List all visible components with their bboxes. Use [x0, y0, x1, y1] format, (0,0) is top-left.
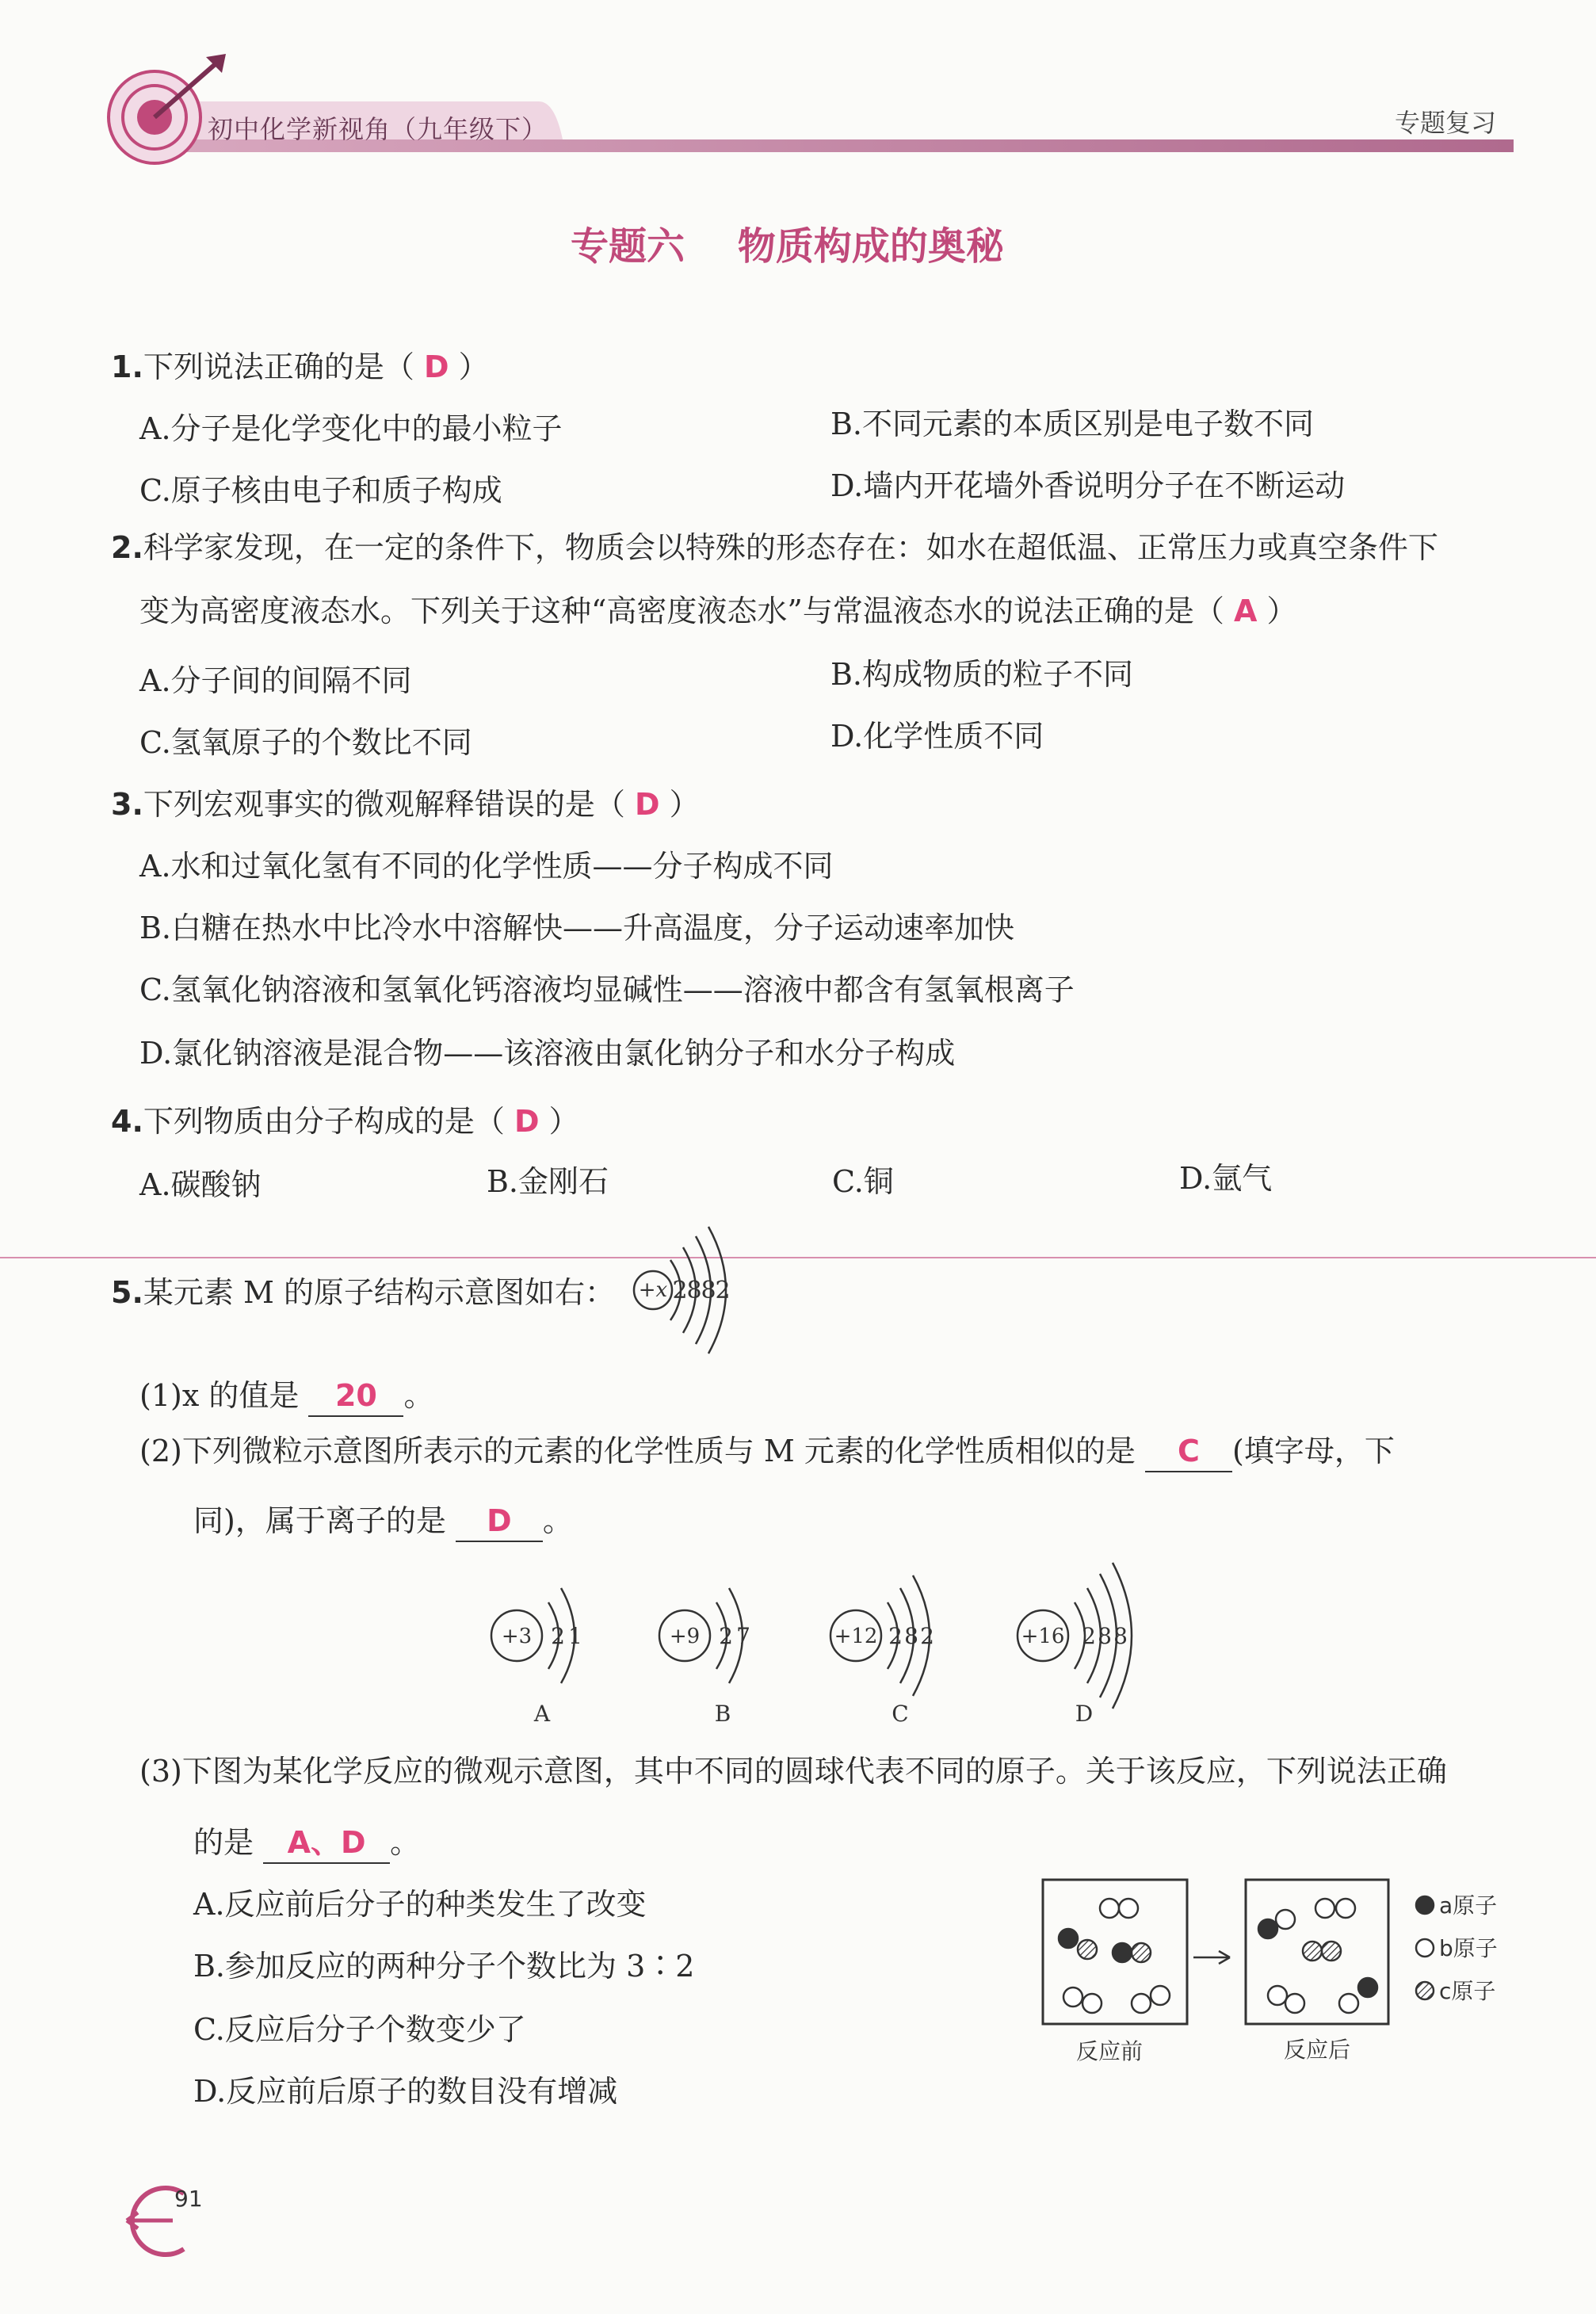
before-label: 反应前	[1075, 2038, 1144, 2064]
q3-answer: D	[635, 787, 660, 822]
atom-a-label: A	[533, 1701, 551, 1724]
q1-option-b: B.不同元素的本质区别是电子数不同	[830, 407, 1315, 441]
page-title: 专题六 物质构成的奥秘	[571, 224, 1004, 269]
q2-line1-text: 科学家发现，在一定的条件下，物质会以特殊的形态存在：如水在超低温、正常压力或真空条件下	[143, 530, 1438, 565]
m-shell-1: 2	[672, 1277, 688, 1304]
q1-close: ）	[458, 349, 489, 384]
section-divider	[0, 1257, 1596, 1258]
q4-stem-text: 下列物质由分子构成的是（	[143, 1104, 505, 1139]
legend-c: c原子	[1439, 1978, 1496, 2004]
section-label: 专题复习	[1395, 108, 1497, 138]
page-number: 91	[174, 2186, 203, 2212]
q5-part3-option-b: B.参加反应的两种分子个数比为 3∶2	[193, 1949, 695, 1984]
m-shell-2: 8	[686, 1277, 702, 1304]
q3-close: ）	[669, 787, 700, 822]
atom-c-shell-3: 2	[920, 1623, 934, 1649]
q2-line2-text: 变为高密度液态水。下列关于这种“高密度液态水”与常温液态水的说法正确的是（	[139, 594, 1224, 628]
q5-part1-answer: 20	[308, 1376, 403, 1417]
atom-c-shell-2: 8	[904, 1623, 918, 1649]
q5-stem	[111, 1273, 615, 1312]
q5-part3-line1: (3)下图为某化学反应的微观示意图，其中不同的圆球代表不同的原子。关于该反应，下列说法正确	[139, 1754, 1447, 1789]
atom-b-nucleus: +9	[669, 1625, 701, 1648]
legend-a: a原子	[1439, 1892, 1498, 1919]
q4-answer: D	[514, 1104, 540, 1139]
q1-option-d: D.墙内开花墙外香说明分子在不断运动	[830, 468, 1346, 503]
q5-part2-line2-text: 同)，属于离子的是	[193, 1503, 446, 1538]
q4-stem	[111, 1102, 579, 1141]
q2-option-c: C.氢氧原子的个数比不同	[139, 725, 472, 760]
q2-option-d: D.化学性质不同	[830, 719, 1044, 754]
q3-option-b: B.白糖在热水中比冷水中溶解快——升高温度，分子运动速率加快	[139, 911, 1015, 945]
atom-d-nucleus: +16	[1021, 1625, 1065, 1648]
atom-c-label: C	[892, 1701, 909, 1724]
atom-a-shell-2: 1	[568, 1623, 582, 1649]
q5-part3-option-d: D.反应前后原子的数目没有增减	[193, 2074, 618, 2109]
q5-part2-line1-text: (2)下列微粒示意图所表示的元素的化学性质与 M 元素的化学性质相似的是	[139, 1434, 1136, 1468]
q4-option-d: D.氩气	[1179, 1161, 1273, 1196]
m-shell-3: 8	[701, 1277, 716, 1304]
atom-c-nucleus: +12	[834, 1625, 878, 1648]
atom-d-shell-2: 8	[1098, 1623, 1112, 1649]
after-label: 反应后	[1283, 2037, 1351, 2063]
q2-option-b: B.构成物质的粒子不同	[830, 657, 1134, 692]
q2-option-a: A.分子间的间隔不同	[139, 663, 412, 698]
q4-option-b: B.金刚石	[487, 1164, 609, 1199]
q5-atom-diagram-b	[653, 1566, 780, 1724]
q2-close: ）	[1266, 594, 1297, 628]
q5-part2-answer1: C	[1145, 1431, 1232, 1472]
q3-option-d: D.氯化钠溶液是混合物——该溶液由氯化钠分子和水分子构成	[139, 1036, 956, 1071]
q5-stem-text: 某元素 M 的原子结构示意图如右：	[143, 1275, 615, 1310]
atom-a-nucleus: +3	[501, 1625, 533, 1648]
atom-c-shell-1: 2	[888, 1623, 903, 1649]
q1-answer: D	[424, 349, 449, 384]
q1-option-c: C.原子核由电子和质子构成	[139, 473, 502, 508]
atom-b-shell-2: 7	[736, 1623, 750, 1649]
q4-option-a: A.碳酸钠	[139, 1167, 262, 1202]
m-atom-diagram	[626, 1220, 769, 1355]
book-title: 初中化学新视角（九年级下）	[208, 114, 548, 144]
header-decoration	[0, 0, 1596, 206]
q2-answer: A	[1233, 594, 1258, 628]
atom-d-label: D	[1075, 1701, 1094, 1724]
q5-part1-text: (1)x 的值是	[139, 1378, 300, 1413]
q3-number: 3.	[111, 787, 143, 822]
q5-part3-line2-text: 的是	[193, 1825, 254, 1860]
q4-option-c: C.铜	[832, 1164, 894, 1199]
atom-d-shell-1: 2	[1082, 1623, 1096, 1649]
q5-atom-diagram-d	[1011, 1558, 1170, 1724]
q5-part2-line2	[193, 1501, 573, 1542]
m-shell-4: 2	[715, 1277, 731, 1304]
q1-number: 1.	[111, 349, 143, 384]
q5-part3-line2	[193, 1823, 420, 1864]
q5-part3-option-c: C.反应后分子个数变少了	[193, 2012, 526, 2047]
q5-part3-answer: A、D	[263, 1823, 390, 1864]
q5-part1	[139, 1376, 433, 1417]
atom-b-shell-1: 2	[719, 1623, 733, 1649]
reaction-diagram	[1030, 1870, 1537, 2076]
atom-b-label: B	[714, 1701, 731, 1724]
q5-number: 5.	[111, 1275, 143, 1310]
q5-part3-end: 。	[390, 1825, 421, 1860]
q2-line1	[111, 528, 1438, 567]
q5-part1-end: 。	[403, 1378, 434, 1413]
q4-close: ）	[548, 1104, 579, 1139]
q5-part2-answer2: D	[456, 1501, 543, 1542]
atom-a-shell-1: 2	[551, 1623, 565, 1649]
q3-stem	[111, 785, 700, 824]
q3-option-a: A.水和过氧化氢有不同的化学性质——分子构成不同	[139, 849, 834, 884]
q1-stem	[111, 347, 489, 387]
reaction-legend	[1416, 1892, 1498, 2004]
q5-atom-diagram-c	[824, 1566, 975, 1724]
q5-atom-diagram-a	[483, 1566, 610, 1724]
q5-part3-option-a: A.反应前后分子的种类发生了改变	[193, 1887, 647, 1922]
q2-line2	[139, 591, 1296, 631]
q2-number: 2.	[111, 530, 143, 565]
q4-number: 4.	[111, 1104, 143, 1139]
q5-part2-end: 。	[542, 1503, 573, 1538]
q3-option-c: C.氢氧化钠溶液和氢氧化钙溶液均显碱性——溶液中都含有氢氧根离子	[139, 972, 1075, 1007]
q5-part2-line1-end: (填字母，下	[1232, 1434, 1395, 1468]
q1-option-a: A.分子是化学变化中的最小粒子	[139, 411, 563, 446]
legend-b: b原子	[1439, 1935, 1498, 1961]
q5-part2-line1	[139, 1431, 1395, 1472]
m-nucleus-label: +x	[638, 1278, 668, 1302]
page-number-decoration	[111, 2171, 222, 2266]
q3-stem-text: 下列宏观事实的微观解释错误的是（	[143, 787, 625, 822]
q1-stem-text: 下列说法正确的是（	[143, 349, 414, 384]
atom-d-shell-3: 8	[1113, 1623, 1128, 1649]
